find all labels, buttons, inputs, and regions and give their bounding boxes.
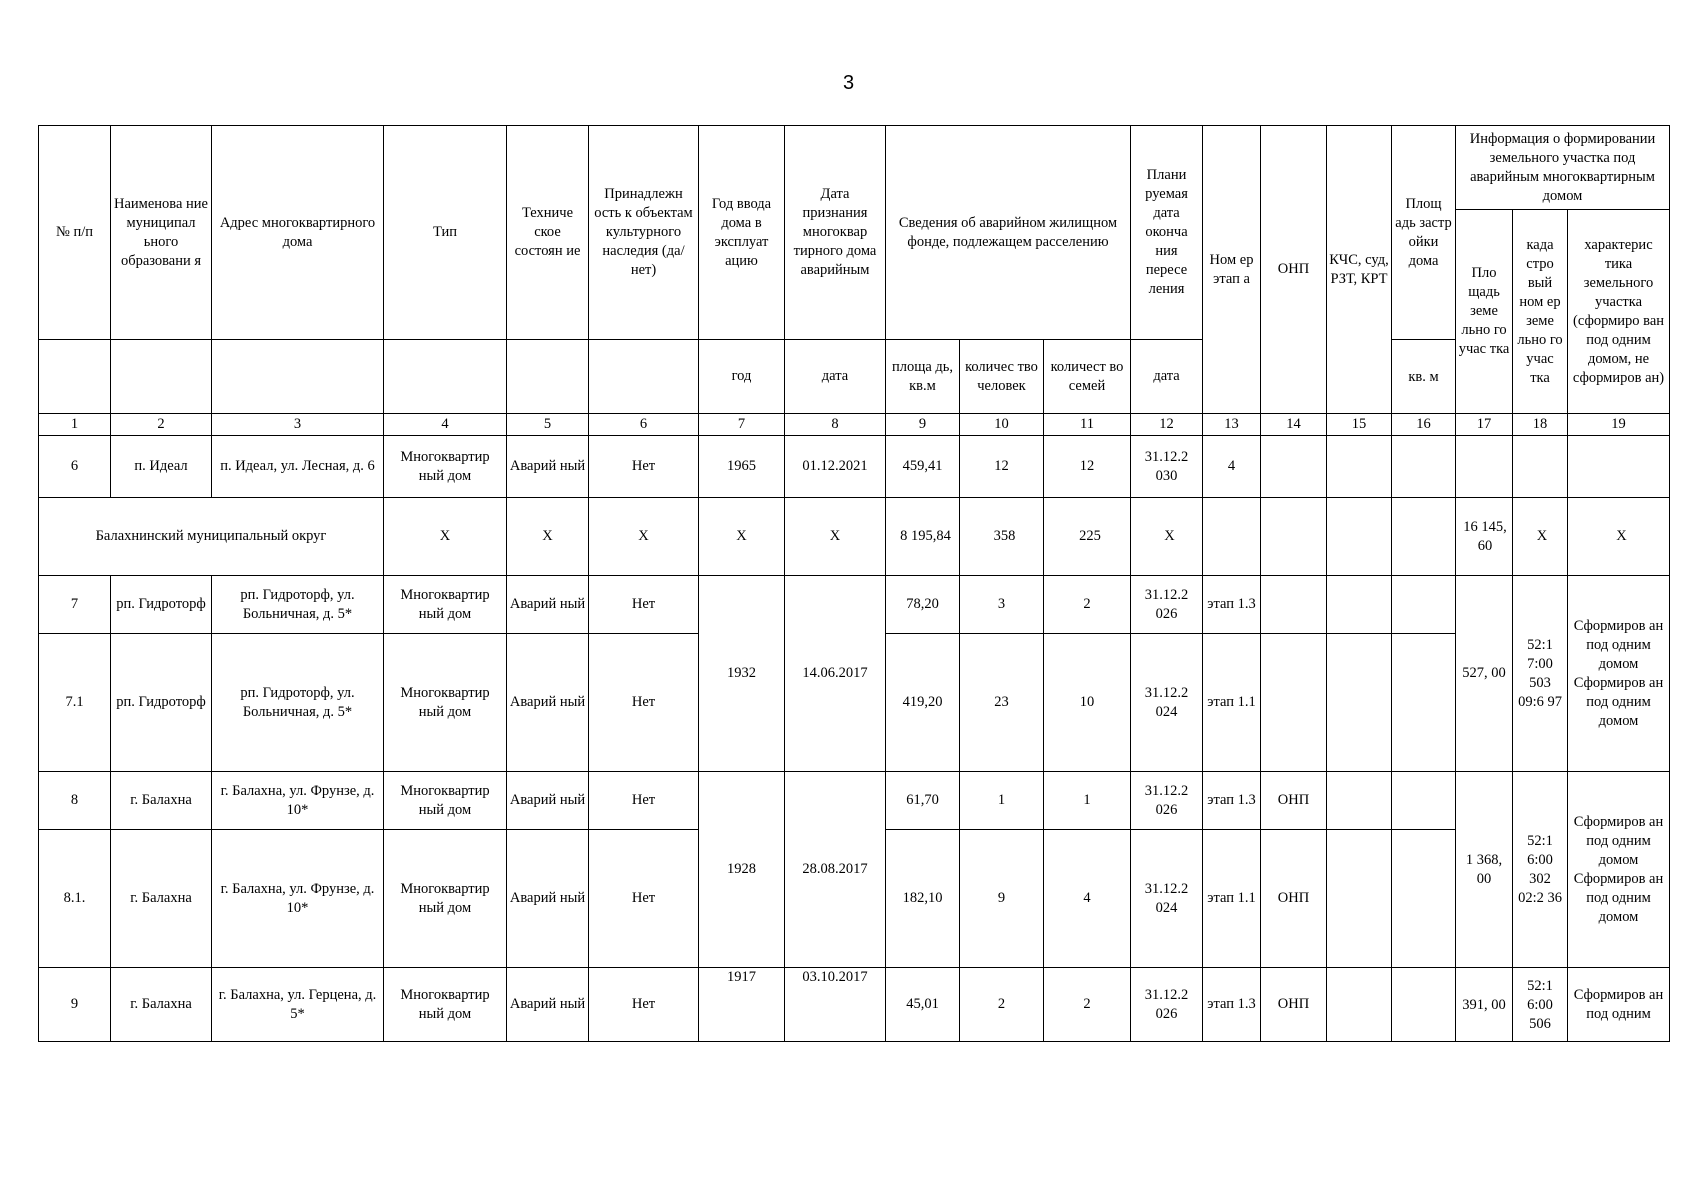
families: 4 xyxy=(1044,830,1131,968)
area: 182,10 xyxy=(886,830,960,968)
heritage: Нет xyxy=(589,576,699,634)
district-heritage: X xyxy=(589,498,699,576)
onp: ОНП xyxy=(1261,830,1327,968)
stage: 4 xyxy=(1203,436,1261,498)
row-number: 7.1 xyxy=(39,634,111,772)
heritage: Нет xyxy=(589,436,699,498)
building-type: Многоквартир ный дом xyxy=(384,772,507,830)
header-cadastral: када стро вый ном ер земе льно го учас тка xyxy=(1513,210,1568,414)
building-type: Многоквартир ный дом xyxy=(384,830,507,968)
col-number: 12 xyxy=(1131,414,1203,436)
col-number: 3 xyxy=(212,414,384,436)
emergency-date: 28.08.2017 xyxy=(785,772,886,968)
commission-year: 1917 xyxy=(699,968,785,1042)
subheader-plan-date: дата xyxy=(1131,340,1203,414)
header-row-1 xyxy=(39,126,1670,210)
municipality: г. Балахна xyxy=(111,968,212,1042)
district-land-area: 16 145, 60 xyxy=(1456,498,1513,576)
cadastral-number: 52:1 7:00 503 09:6 97 xyxy=(1513,576,1568,772)
header-land-char: характерис тика земельного участка (сформиро ван под одним домом, не сформиров ан) xyxy=(1568,210,1670,414)
people: 23 xyxy=(960,634,1044,772)
subheader-built-area: кв. м xyxy=(1392,340,1456,414)
building-type: Многоквартир ный дом xyxy=(384,968,507,1042)
row-number: 8.1. xyxy=(39,830,111,968)
building-type: Многоквартир ный дом xyxy=(384,634,507,772)
table-row xyxy=(39,576,1670,634)
col-number: 11 xyxy=(1044,414,1131,436)
families: 1 xyxy=(1044,772,1131,830)
header-municipality: Наименова ние муниципал ьного образовани я xyxy=(111,126,212,340)
district-name: Балахнинский муниципальный округ xyxy=(39,498,384,576)
stage: этап 1.3 xyxy=(1203,968,1261,1042)
col-number: 8 xyxy=(785,414,886,436)
people: 3 xyxy=(960,576,1044,634)
col-number: 1 xyxy=(39,414,111,436)
table-row xyxy=(39,436,1670,498)
district-area: 8 195,84 xyxy=(886,498,960,576)
municipality: г. Балахна xyxy=(111,830,212,968)
land-area: 527, 00 xyxy=(1456,576,1513,772)
plan-date: 31.12.2 024 xyxy=(1131,830,1203,968)
header-row-3 xyxy=(39,340,1670,414)
families: 2 xyxy=(1044,576,1131,634)
area: 61,70 xyxy=(886,772,960,830)
district-state: X xyxy=(507,498,589,576)
municipality: п. Идеал xyxy=(111,436,212,498)
stage: этап 1.3 xyxy=(1203,576,1261,634)
people: 9 xyxy=(960,830,1044,968)
people: 1 xyxy=(960,772,1044,830)
tech-state: Аварий ный xyxy=(507,830,589,968)
land-characteristic: Сформиров ан под одним домом Сформиров ан под одним домом xyxy=(1568,576,1670,772)
tech-state: Аварий ный xyxy=(507,436,589,498)
header-land-info: Информация о формировании земельного участка под аварийным многоквартирным домом xyxy=(1456,126,1670,210)
commission-year: 1932 xyxy=(699,576,785,772)
tech-state: Аварий ный xyxy=(507,634,589,772)
plan-date: 31.12.2 030 xyxy=(1131,436,1203,498)
col-number: 17 xyxy=(1456,414,1513,436)
header-built-area: Площ адь застр ойки дома xyxy=(1392,126,1456,340)
land-area: 1 368, 00 xyxy=(1456,772,1513,968)
table-row xyxy=(39,968,1670,1042)
subheader-families: количест во семей xyxy=(1044,340,1131,414)
district-families: 225 xyxy=(1044,498,1131,576)
district-year: X xyxy=(699,498,785,576)
stage: этап 1.1 xyxy=(1203,634,1261,772)
plan-date: 31.12.2 026 xyxy=(1131,576,1203,634)
emergency-date: 14.06.2017 xyxy=(785,576,886,772)
col-number: 4 xyxy=(384,414,507,436)
row-number: 6 xyxy=(39,436,111,498)
header-number: № п/п xyxy=(39,126,111,340)
subheader-people: количес тво человек xyxy=(960,340,1044,414)
stage: этап 1.1 xyxy=(1203,830,1261,968)
onp: ОНП xyxy=(1261,968,1327,1042)
row-number: 8 xyxy=(39,772,111,830)
col-number: 6 xyxy=(589,414,699,436)
col-number: 15 xyxy=(1327,414,1392,436)
col-number: 2 xyxy=(111,414,212,436)
families: 12 xyxy=(1044,436,1131,498)
col-number: 13 xyxy=(1203,414,1261,436)
tech-state: Аварий ный xyxy=(507,576,589,634)
header-housing-info: Сведения об аварийном жилищном фонде, подлежащем расселению xyxy=(886,126,1131,340)
col-number: 5 xyxy=(507,414,589,436)
col-number: 18 xyxy=(1513,414,1568,436)
people: 12 xyxy=(960,436,1044,498)
emergency-date: 01.12.2021 xyxy=(785,436,886,498)
row-number: 9 xyxy=(39,968,111,1042)
header-kchs: КЧС, суд, РЗТ, КРТ xyxy=(1327,126,1392,414)
municipality: г. Балахна xyxy=(111,772,212,830)
subheader-area: площа дь, кв.м xyxy=(886,340,960,414)
header-plan-date: Плани руемая дата оконча ния пересе ления xyxy=(1131,126,1203,340)
col-number: 14 xyxy=(1261,414,1327,436)
people: 2 xyxy=(960,968,1044,1042)
subheader-date: дата xyxy=(785,340,886,414)
header-tech-state: Техниче ское состоян ие xyxy=(507,126,589,340)
tech-state: Аварий ный xyxy=(507,968,589,1042)
district-land-char: X xyxy=(1568,498,1670,576)
header-year: Год ввода дома в эксплуат ацию xyxy=(699,126,785,340)
heritage: Нет xyxy=(589,968,699,1042)
district-date: X xyxy=(785,498,886,576)
col-number: 10 xyxy=(960,414,1044,436)
heritage: Нет xyxy=(589,830,699,968)
table-row xyxy=(39,772,1670,830)
area: 78,20 xyxy=(886,576,960,634)
land-area: 391, 00 xyxy=(1456,968,1513,1042)
header-address: Адрес многоквартирного дома xyxy=(212,126,384,340)
area: 419,20 xyxy=(886,634,960,772)
commission-year: 1928 xyxy=(699,772,785,968)
tech-state: Аварий ный xyxy=(507,772,589,830)
plan-date: 31.12.2 026 xyxy=(1131,968,1203,1042)
emergency-housing-table xyxy=(38,125,1670,1042)
plan-date: 31.12.2 024 xyxy=(1131,634,1203,772)
subheader-year: год xyxy=(699,340,785,414)
col-number: 19 xyxy=(1568,414,1670,436)
header-land-area: Пло щадь земе льно го учас тка xyxy=(1456,210,1513,414)
municipality: рп. Гидроторф xyxy=(111,576,212,634)
address: рп. Гидроторф, ул. Больничная, д. 5* xyxy=(212,634,384,772)
area: 459,41 xyxy=(886,436,960,498)
onp: ОНП xyxy=(1261,772,1327,830)
header-date: Дата признания многоквар тирного дома аварийным xyxy=(785,126,886,340)
building-type: Многоквартир ный дом xyxy=(384,576,507,634)
page-number: 3 xyxy=(842,72,855,94)
families: 10 xyxy=(1044,634,1131,772)
header-type: Тип xyxy=(384,126,507,340)
district-plan: X xyxy=(1131,498,1203,576)
address: г. Балахна, ул. Герцена, д. 5* xyxy=(212,968,384,1042)
col-number: 9 xyxy=(886,414,960,436)
plan-date: 31.12.2 026 xyxy=(1131,772,1203,830)
district-people: 358 xyxy=(960,498,1044,576)
col-number: 7 xyxy=(699,414,785,436)
land-characteristic: Сформиров ан под одним домом Сформиров ан под одним домом xyxy=(1568,772,1670,968)
header-onp: ОНП xyxy=(1261,126,1327,414)
address: г. Балахна, ул. Фрунзе, д. 10* xyxy=(212,830,384,968)
col-number: 16 xyxy=(1392,414,1456,436)
address: рп. Гидроторф, ул. Больничная, д. 5* xyxy=(212,576,384,634)
address: г. Балахна, ул. Фрунзе, д. 10* xyxy=(212,772,384,830)
header-stage: Ном ер этап а xyxy=(1203,126,1261,414)
address: п. Идеал, ул. Лесная, д. 6 xyxy=(212,436,384,498)
header-heritage: Принадлежн ость к объектам культурного наследия (да/нет) xyxy=(589,126,699,340)
heritage: Нет xyxy=(589,634,699,772)
heritage: Нет xyxy=(589,772,699,830)
land-characteristic: Сформиров ан под одним xyxy=(1568,968,1670,1042)
emergency-date: 03.10.2017 xyxy=(785,968,886,1042)
cadastral-number: 52:1 6:00 506 xyxy=(1513,968,1568,1042)
stage: этап 1.3 xyxy=(1203,772,1261,830)
municipality: рп. Гидроторф xyxy=(111,634,212,772)
cadastral-number: 52:1 6:00 302 02:2 36 xyxy=(1513,772,1568,968)
district-type: X xyxy=(384,498,507,576)
building-type: Многоквартир ный дом xyxy=(384,436,507,498)
district-total-row xyxy=(39,498,1670,576)
area: 45,01 xyxy=(886,968,960,1042)
families: 2 xyxy=(1044,968,1131,1042)
district-cadastral: X xyxy=(1513,498,1568,576)
commission-year: 1965 xyxy=(699,436,785,498)
column-numbers-row xyxy=(39,414,1670,436)
row-number: 7 xyxy=(39,576,111,634)
